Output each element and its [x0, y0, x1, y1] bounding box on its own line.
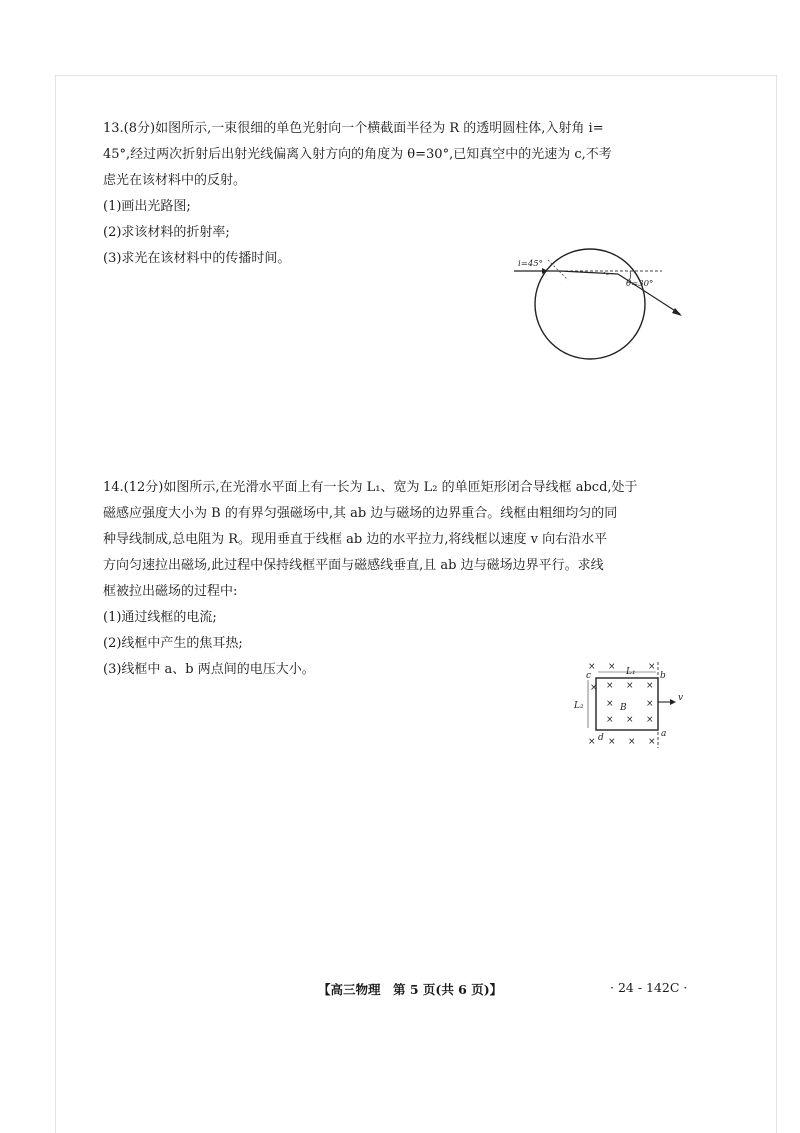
label-d: d	[598, 733, 604, 743]
cross: ×	[608, 662, 616, 672]
question-14	[103, 475, 703, 683]
velocity-arrowhead	[670, 699, 676, 705]
cross: ×	[608, 737, 616, 747]
q14-line3: 种导线制成,总电阻为 R。现用垂直于线框 ab 边的水平拉力,将线框以速度 v 向右沿水平	[103, 532, 608, 547]
footer-code: · 24 - 142C ·	[610, 980, 688, 995]
cross: ×	[628, 737, 636, 747]
label-b: b	[660, 671, 666, 681]
label-v: v	[678, 693, 684, 703]
cross: ×	[606, 681, 614, 691]
label-i: i=45°	[518, 259, 543, 269]
q14-sub1: (1)通过线框的电流;	[103, 610, 217, 625]
cross: ×	[590, 683, 598, 693]
cross: ×	[626, 681, 634, 691]
cross: ×	[626, 715, 634, 725]
footer-page-info: 【高三物理 第 5 页(共 6 页)】	[318, 982, 503, 997]
q13-sub2: (2)求该材料的折射率;	[103, 225, 230, 240]
cross: ×	[606, 715, 614, 725]
label-a: a	[661, 729, 667, 739]
q13-sub1: (1)画出光路图;	[103, 199, 191, 214]
q13-sub3: (3)求光在该材料中的传播时间。	[103, 251, 291, 266]
q13-line3: 虑光在该材料中的反射。	[103, 173, 247, 188]
label-c: c	[586, 671, 592, 681]
q14-line5: 框被拉出磁场的过程中:	[103, 584, 238, 599]
q14-line1: 14.(12分)如图所示,在光滑水平面上有一长为 L₁、宽为 L₂ 的单匝矩形闭合导线框 abcd,处于	[103, 480, 638, 495]
q14-sub3: (3)线框中 a、b 两点间的电压大小。	[103, 662, 315, 677]
label-L1: L₁	[626, 667, 636, 677]
cross: ×	[646, 699, 654, 709]
cross: ×	[646, 681, 654, 691]
label-theta: θ=30°	[626, 279, 654, 289]
q14-line2: 磁感应强度大小为 B 的有界匀强磁场中,其 ab 边与磁场的边界重合。线框由粗细均匀的同	[103, 506, 618, 521]
q14-figure	[570, 660, 690, 750]
cross: ×	[588, 662, 596, 672]
label-B: B	[620, 703, 627, 713]
q13-line1: 13.(8分)如图所示,一束很细的单色光射向一个横截面半径为 R 的透明圆柱体,入射角 i=	[103, 121, 604, 136]
label-L2: L₂	[574, 701, 584, 711]
q14-sub2: (2)线框中产生的焦耳热;	[103, 636, 243, 651]
q13-line2: 45°,经过两次折射后出射光线偏离入射方向的角度为 θ=30°,已知真空中的光速为 c,不考	[103, 147, 612, 162]
cross: ×	[648, 737, 656, 747]
cross: ×	[646, 715, 654, 725]
cross: ×	[588, 737, 596, 747]
cross: ×	[648, 662, 656, 672]
cylinder-circle	[535, 249, 645, 359]
q13-figure	[512, 246, 687, 376]
entry-normal	[548, 260, 568, 280]
q14-line4: 方向匀速拉出磁场,此过程中保持线框平面与磁感线垂直,且 ab 边与磁场边界平行。求线	[103, 558, 604, 573]
cross: ×	[606, 699, 614, 709]
